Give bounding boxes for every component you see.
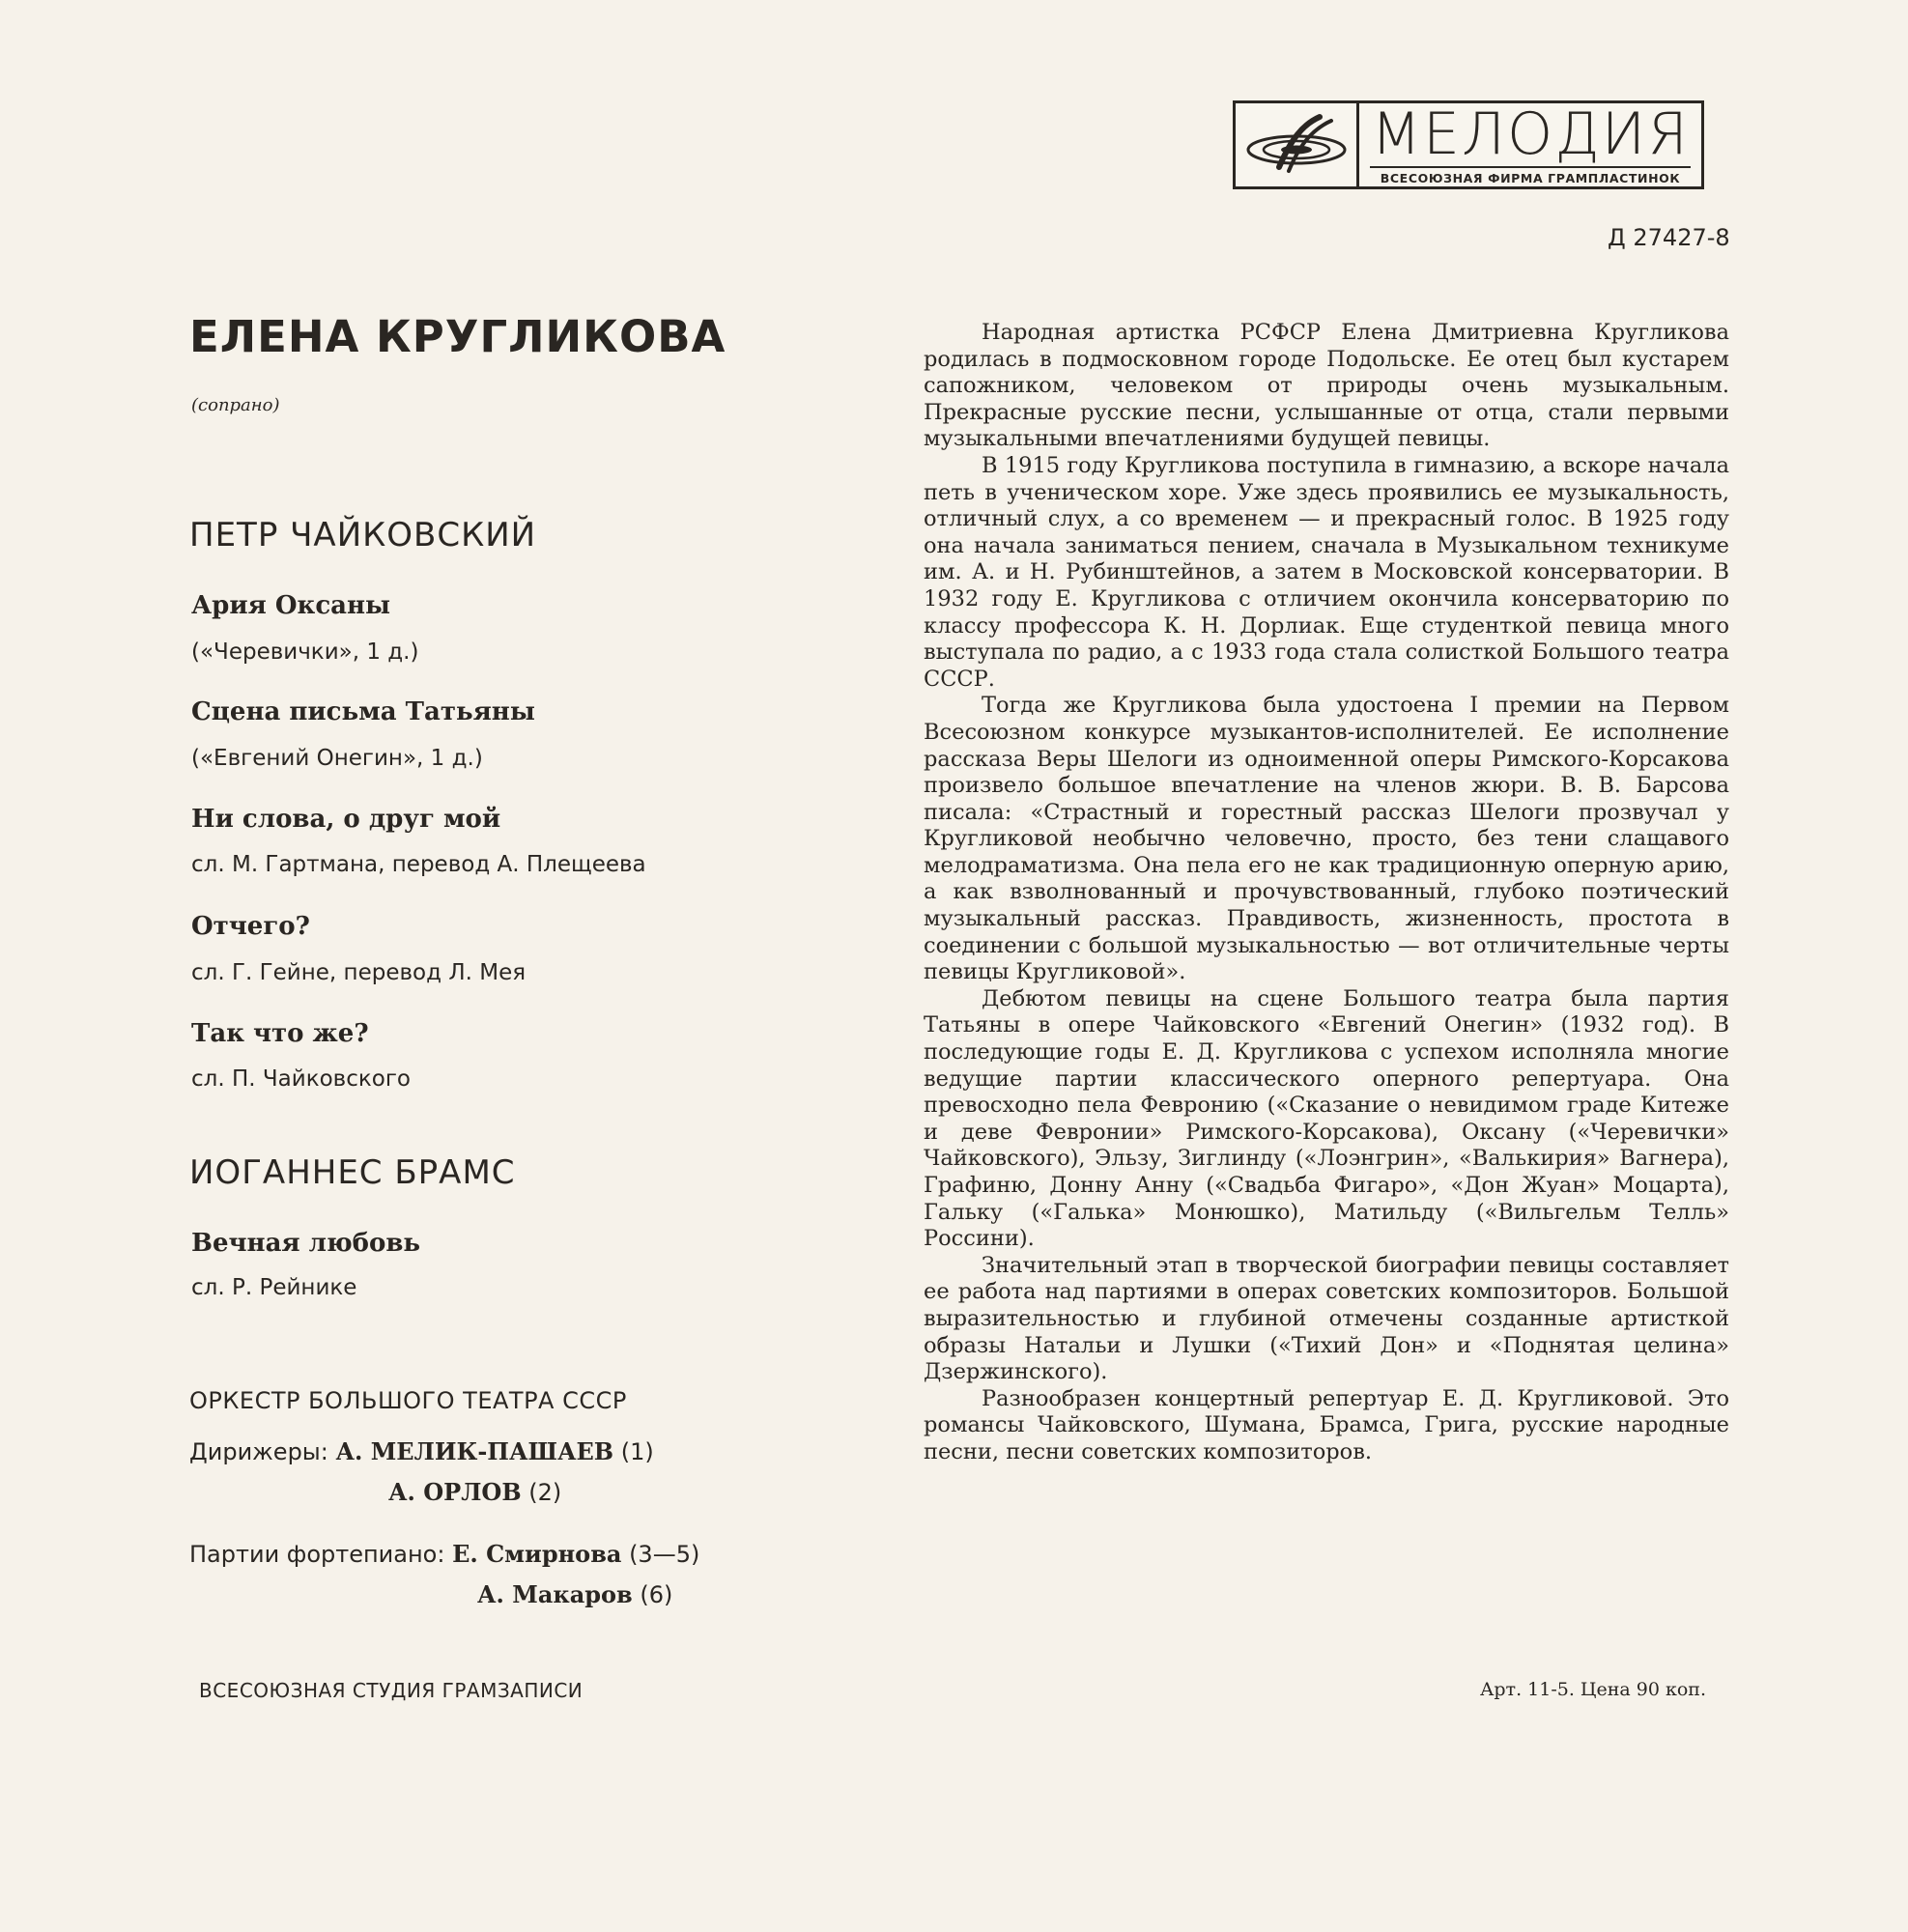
- price-label: Арт. 11-5. Цена 90 коп.: [1480, 1679, 1706, 1700]
- logo-subtitle: ВСЕСОЮЗНАЯ ФИРМА ГРАМПЛАСТИНОК: [1370, 166, 1692, 185]
- pianist-name: Е. Смирнова: [452, 1540, 622, 1568]
- pianist-name: А. Макаров: [477, 1580, 633, 1608]
- orchestra-name: ОРКЕСТР БОЛЬШОГО ТЕАТРА СССР: [189, 1387, 627, 1414]
- conductor-name: А. МЕЛИК-ПАШАЕВ: [335, 1437, 614, 1465]
- artist-name: ЕЛЕНА КРУГЛИКОВА: [189, 311, 726, 362]
- bio-paragraph: Значительный этап в творческой биографии певицы составляет ее работа над партиями в операх советских композиторов. Большой выразительностью и глубиной отмечены созданные артисткой образы Натальи и Лушки («Тихий Дон» и «Поднятая целина» Дзержинского).: [924, 1252, 1729, 1385]
- work-title: Ни слова, о друг мой: [191, 805, 501, 834]
- conductor-name: А. ОРЛОВ: [388, 1478, 522, 1506]
- melodiya-logo: [1233, 100, 1704, 189]
- voice-type: (сопрано): [191, 395, 280, 415]
- record-emblem-icon: [1236, 103, 1359, 186]
- composer-name: ИОГАННЕС БРАМС: [189, 1153, 516, 1192]
- work-title: Вечная любовь: [191, 1229, 421, 1258]
- bio-paragraph: Тогда же Кругликова была удостоена I премии на Первом Всесоюзном конкурсе музыкантов-исполнителей. Ее исполнение рассказа Веры Шелоги из одноименной оперы Римского-Корсакова произвело большое впечатление на членов жюри. В. В. Барсова писала: «Страстный и горестный рассказ Шелоги прозвучал у Кругликовой необычно человечно, просто, без тени слащавого мелодраматизма. Она пела его не как традиционную оперную арию, а как взволнованный и прочувствованный, глубоко поэтический музыкальный рассказ. Правдивость, жизненность, простота в соединении с большой музыкальностью — вот отличительные черты певицы Кругликовой».: [924, 693, 1729, 985]
- biography: [924, 320, 1729, 1466]
- conductor-note: (1): [620, 1438, 654, 1465]
- work-subtitle: сл. П. Чайковского: [191, 1066, 411, 1092]
- composer-name: ПЕТР ЧАЙКОВСКИЙ: [189, 516, 537, 554]
- work-subtitle: («Черевички», 1 д.): [191, 639, 419, 665]
- work-title: Отчего?: [191, 912, 310, 941]
- bio-paragraph: Дебютом певицы на сцене Большого театра была партия Татьяны в опере Чайковского «Евгений Онегин» (1932 год). В последующие годы Е. Д. Кругликова с успехом исполняла многие ведущие партии классического оперного репертуара. Она превосходно пела Февронию («Сказание о невидимом граде Китеже и деве Февронии» Римского-Корсакова), Оксану («Черевички» Чайковского), Эльзу, Зиглинду («Лоэнгрин», «Валькирия» Вагнера), Графиню, Донну Анну («Свадьба Фигаро», «Дон Жуан» Моцарта), Гальку («Галька» Монюшко), Матильду («Вильгельм Телль» Россини).: [924, 985, 1729, 1252]
- work-title: Сцена письма Татьяны: [191, 697, 535, 726]
- piano-row: [477, 1580, 672, 1608]
- work-subtitle: сл. Г. Гейне, перевод Л. Мея: [191, 960, 527, 985]
- piano-label: Партии фортепиано:: [189, 1541, 445, 1568]
- work-subtitle: сл. М. Гартмана, перевод А. Плещеева: [191, 852, 646, 877]
- pianist-note: (3—5): [629, 1541, 700, 1568]
- piano-row: [189, 1540, 699, 1568]
- work-title: Ария Оксаны: [191, 591, 391, 620]
- conductor-note: (2): [528, 1479, 562, 1506]
- bio-paragraph: В 1915 году Кругликова поступила в гимназию, а вскоре начала петь в ученическом хоре. Уже здесь проявились ее музыкальность, отличный слух, а со временем — и прекрасный голос. В 1925 году она начала заниматься пением, сначала в Музыкальном техникуме им. А. и Н. Рубинштейнов, а затем в Московской консерватории. В 1932 году Е. Кругликова с отличием окончила консерваторию по классу профессора К. Н. Дорлиак. Еще студенткой певица много выступала по радио, а с 1933 года стала солисткой Большого театра СССР.: [924, 452, 1729, 692]
- conductors-row: [189, 1437, 654, 1465]
- work-title: Так что же?: [191, 1019, 369, 1048]
- catalog-number: Д 27427-8: [1608, 224, 1730, 251]
- conductors-row: [388, 1478, 561, 1506]
- work-subtitle: («Евгений Онегин», 1 д.): [191, 746, 483, 771]
- conductors-label: Дирижеры:: [189, 1438, 328, 1465]
- studio-name: ВСЕСОЮЗНАЯ СТУДИЯ ГРАМЗАПИСИ: [199, 1679, 584, 1702]
- bio-paragraph: Народная артистка РСФСР Елена Дмитриевна Кругликова родилась в подмосковном городе Подольске. Ее отец был кустарем сапожником, человеком от природы очень музыкальным. Прекрасные русские песни, услышанные от отца, стали первыми музыкальными впечатлениями будущей певицы.: [924, 320, 1729, 452]
- work-subtitle: сл. Р. Рейнике: [191, 1275, 357, 1300]
- pianist-note: (6): [640, 1581, 673, 1608]
- logo-word: МЕЛОДИЯ: [1371, 99, 1690, 168]
- bio-paragraph: Разнообразен концертный репертуар Е. Д. Кругликовой. Это романсы Чайковского, Шумана, Брамса, Грига, русские народные песни, песни советских композиторов.: [924, 1385, 1729, 1464]
